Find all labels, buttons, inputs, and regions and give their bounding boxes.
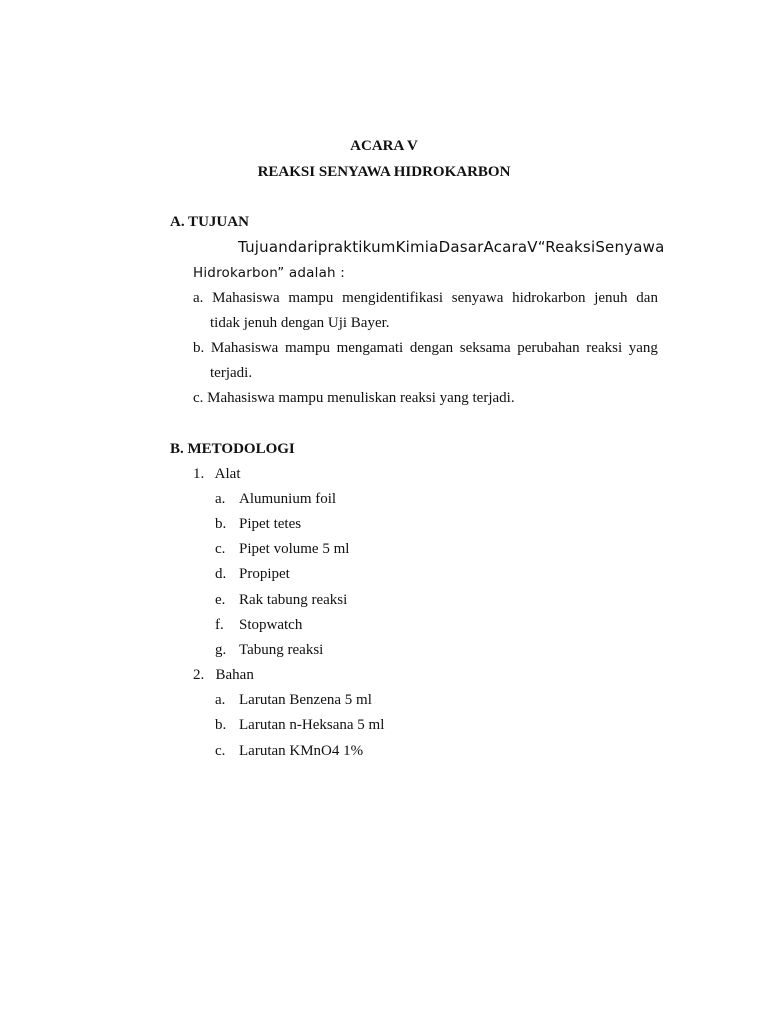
goal-b-line-1: b. Mahasiswa mampu mengamati dengan seksama perubahan reaksi yang [193,340,658,356]
intro-line-1: Tujuan dari praktikum Kimia Dasar Acara V “Reaksi Senyawa [238,238,665,256]
list-item-letter: a. [215,692,226,708]
list-item-text: Alumunium foil [239,491,337,507]
list-item-text: Stopwatch [239,617,303,633]
bahan-label: 2. Bahan [193,667,254,683]
list-item-text: Larutan Benzena 5 ml [239,692,372,708]
document-subtitle: REAKSI SENYAWA HIDROKARBON [257,164,511,180]
list-item-text: Pipet tetes [239,516,302,532]
list-item-letter: b. [215,717,227,733]
goal-a-line-2: tidak jenuh dengan Uji Bayer. [210,315,390,331]
intro-line-2: Hidrokarbon” adalah : [193,265,346,281]
list-item-text: Tabung reaksi [239,642,324,658]
list-item-letter: e. [215,592,226,608]
list-item-letter: a. [215,491,226,507]
section-b-heading: B. METODOLOGI [170,441,295,457]
list-item-text: Larutan n-Heksana 5 ml [239,717,385,733]
list-item-letter: c. [215,541,226,557]
list-item-text: Propipet [239,566,290,582]
list-item-letter: b. [215,516,227,532]
document-title: ACARA V [350,138,418,154]
alat-label: 1. Alat [193,466,241,482]
list-item-text: Rak tabung reaksi [239,592,348,608]
list-item-letter: d. [215,566,227,582]
goal-c: c. Mahasiswa mampu menuliskan reaksi yang terjadi. [193,390,515,406]
goal-a-line-1: a. Mahasiswa mampu mengidentifikasi senyawa hidrokarbon jenuh dan [193,290,658,306]
list-item-text: Pipet volume 5 ml [239,541,350,557]
goal-b-line-2: terjadi. [210,365,253,381]
list-item-letter: c. [215,743,226,759]
list-item-letter: f. [215,617,224,633]
section-a-heading: A. TUJUAN [170,214,249,230]
list-item-letter: g. [215,642,227,658]
list-item-text: Larutan KMnO4 1% [239,743,364,759]
